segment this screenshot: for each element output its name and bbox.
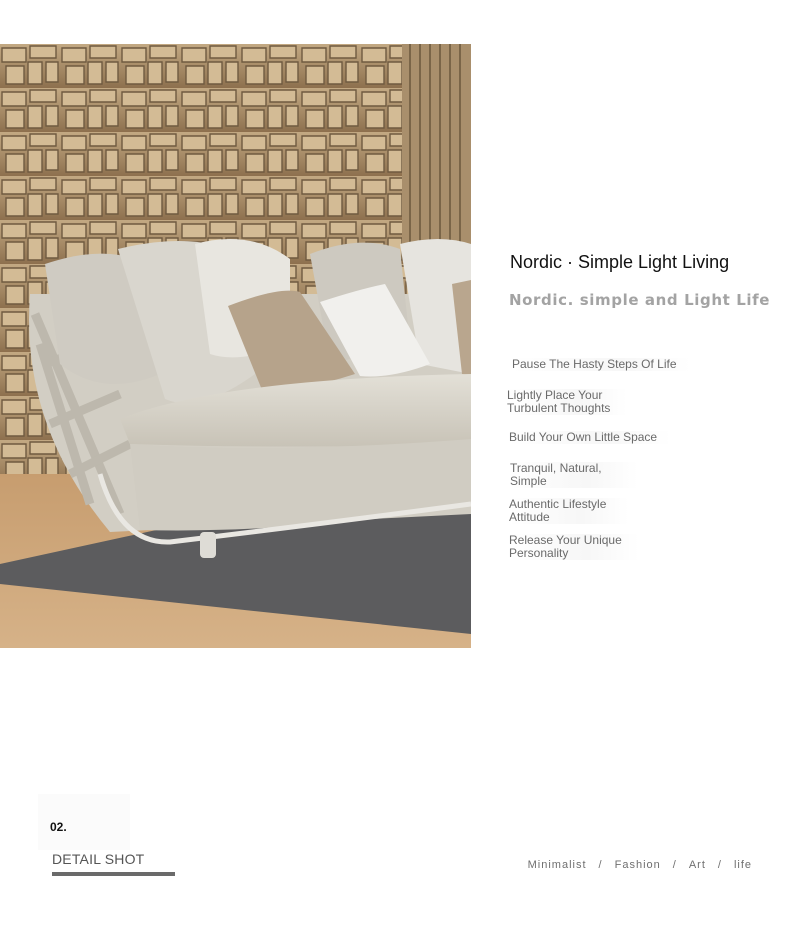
section-label: DETAIL SHOT — [52, 851, 145, 867]
category-separator: / — [672, 859, 677, 871]
category-separator: / — [717, 859, 722, 871]
feature-tag: Release Your Unique Personality — [509, 534, 639, 560]
category-life: life — [733, 859, 752, 871]
section-underline — [52, 872, 175, 876]
category-separator: / — [598, 859, 603, 871]
category-fashion: Fashion — [614, 859, 661, 871]
category-art: Art — [688, 859, 706, 871]
category-list — [528, 859, 752, 871]
feature-subtitle: Nordic. simple and Light Life — [509, 291, 770, 309]
category-minimalist: Minimalist — [527, 859, 587, 871]
hero-photo — [0, 44, 471, 648]
feature-title: Nordic · Simple Light Living — [510, 252, 730, 272]
feature-tag: Pause The Hasty Steps Of Life — [512, 358, 691, 371]
feature-tag: Tranquil, Natural, Simple — [510, 462, 638, 488]
feature-tag: Build Your Own Little Space — [509, 431, 671, 444]
feature-tag: Authentic Lifestyle Attitude — [509, 498, 629, 524]
section-number: 02. — [50, 820, 67, 834]
feature-tag: Lightly Place Your Turbulent Thoughts — [507, 389, 627, 415]
